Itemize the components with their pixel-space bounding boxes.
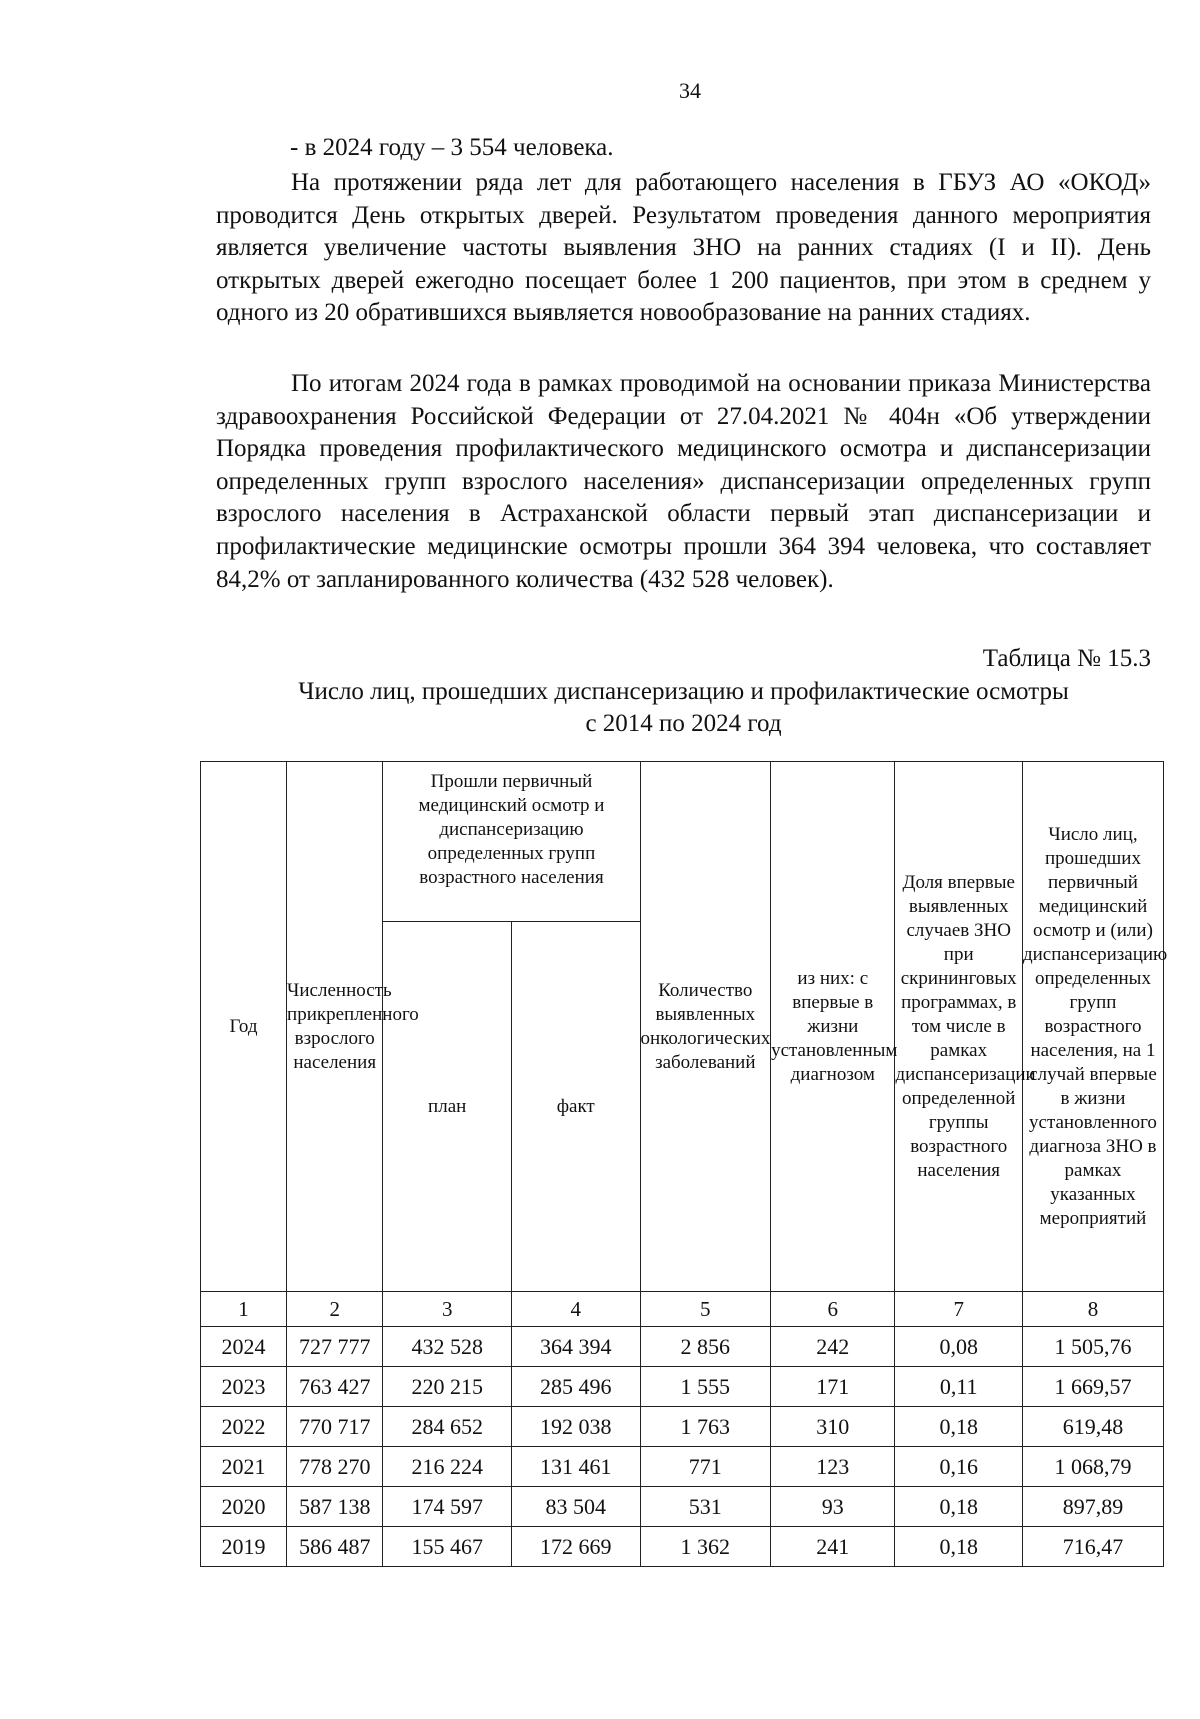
screening-table: [200, 761, 1168, 1567]
table-row: [201, 1487, 1164, 1527]
cell-per-case: 1 505,76: [1022, 1327, 1163, 1367]
cell-share: 0,18: [895, 1487, 1022, 1527]
cell-year: 2020: [201, 1487, 287, 1527]
cell-share: 0,11: [895, 1367, 1022, 1407]
page-number: 34: [679, 78, 701, 103]
cell-plan: 216 224: [383, 1447, 512, 1487]
list-item: - в 2024 году – 3 554 человека.: [290, 134, 614, 161]
header-group: Прошли первичный медицинский осмотр и диспансеризацию определенных групп возрастного населения: [383, 762, 640, 922]
cell-population: 586 487: [287, 1527, 383, 1567]
cell-population: 587 138: [287, 1487, 383, 1527]
cell-fact: 364 394: [511, 1327, 640, 1367]
cell-year: 2023: [201, 1367, 287, 1407]
paragraph-open-day: [216, 167, 1151, 330]
column-number: 4: [511, 1292, 640, 1327]
column-number: 1: [201, 1292, 287, 1327]
cell-fact: 83 504: [511, 1487, 640, 1527]
column-number: 6: [771, 1292, 895, 1327]
cell-first-time: 310: [771, 1407, 895, 1447]
cell-plan: 432 528: [383, 1327, 512, 1367]
table-caption: [216, 676, 1151, 740]
cell-year: 2019: [201, 1527, 287, 1567]
cell-detected: 1 555: [640, 1367, 771, 1407]
cell-first-time: 241: [771, 1527, 895, 1567]
table-number: Таблица № 15.3: [982, 645, 1151, 672]
cell-share: 0,16: [895, 1447, 1022, 1487]
paragraph-text: На протяжении ряда лет для работающего населения в ГБУЗ АО «ОКОД» проводится День открытых дверей. Результатом проведения данного мероприятия является увеличение частоты выявления ЗНО на ранних стадиях (I и II). День открытых дверей ежегодно посещает более 1 200 пациентов, при этом в среднем у одного из 20 обратившихся выявляется новообразование на ранних стадиях.: [216, 169, 1151, 327]
header-year: Год: [201, 762, 287, 1292]
cell-fact: 285 496: [511, 1367, 640, 1407]
cell-first-time: 242: [771, 1327, 895, 1367]
cell-plan: 220 215: [383, 1367, 512, 1407]
table-caption-line: с 2014 по 2024 год: [585, 710, 782, 737]
column-number: 2: [287, 1292, 383, 1327]
cell-detected: 2 856: [640, 1327, 771, 1367]
cell-first-time: 171: [771, 1367, 895, 1407]
cell-share: 0,18: [895, 1527, 1022, 1567]
header-share: Доля впервые выявленных случаев ЗНО при скрининговых программах, в том числе в рамках диспансеризации определенной группы возрастного населения: [895, 762, 1022, 1292]
header-plan: план: [383, 922, 512, 1292]
cell-year: 2021: [201, 1447, 287, 1487]
cell-fact: 192 038: [511, 1407, 640, 1447]
paragraph-text: По итогам 2024 года в рамках проводимой на основании приказа Министерства здравоохранения Российской Федерации от 27.04.2021 № 404н «Об утверждении Порядка проведения профилактического медицинского осмотра и диспансеризации определенных групп взрослого населения» диспансеризации определенных групп взрослого населения в Астраханской области первый этап диспансеризации и профилактические медицинские осмотры прошли 364 394 человека, что составляет 84,2% от запланированного количества (432 528 человек).: [216, 370, 1151, 593]
paragraph-screening-results: [216, 368, 1151, 596]
header-first-time: из них: с впервые в жизни установленным диагнозом: [771, 762, 895, 1292]
column-number: 7: [895, 1292, 1022, 1327]
table-row: [201, 1407, 1164, 1447]
cell-detected: 1 763: [640, 1407, 771, 1447]
cell-plan: 155 467: [383, 1527, 512, 1567]
table-row: [201, 1327, 1164, 1367]
column-numbers-row: [201, 1292, 1164, 1327]
header-per-case: Число лиц, прошедших первичный медицинский осмотр и (или) диспансеризацию определенных групп возрастного населения, на 1 случай впервые в жизни установленного диагноза ЗНО в рамках указанных мероприятий: [1022, 762, 1163, 1292]
cell-plan: 284 652: [383, 1407, 512, 1447]
table-row: [201, 1367, 1164, 1407]
cell-fact: 172 669: [511, 1527, 640, 1567]
column-number: 8: [1022, 1292, 1163, 1327]
cell-year: 2024: [201, 1327, 287, 1367]
cell-fact: 131 461: [511, 1447, 640, 1487]
cell-per-case: 1 669,57: [1022, 1367, 1163, 1407]
cell-per-case: 1 068,79: [1022, 1447, 1163, 1487]
cell-detected: 771: [640, 1447, 771, 1487]
table-caption-line: Число лиц, прошедших диспансеризацию и профилактические осмотры: [298, 678, 1069, 705]
cell-per-case: 619,48: [1022, 1407, 1163, 1447]
cell-per-case: 716,47: [1022, 1527, 1163, 1567]
table-row: [201, 1447, 1164, 1487]
column-number: 5: [640, 1292, 771, 1327]
cell-population: 778 270: [287, 1447, 383, 1487]
cell-per-case: 897,89: [1022, 1487, 1163, 1527]
cell-population: 727 777: [287, 1327, 383, 1367]
cell-first-time: 93: [771, 1487, 895, 1527]
cell-detected: 1 362: [640, 1527, 771, 1567]
header-detected: Количество выявленных онкологических заболеваний: [640, 762, 771, 1292]
header-population: Численность прикрепленного взрослого населения: [287, 762, 383, 1292]
cell-detected: 531: [640, 1487, 771, 1527]
cell-share: 0,18: [895, 1407, 1022, 1447]
cell-population: 770 717: [287, 1407, 383, 1447]
cell-first-time: 123: [771, 1447, 895, 1487]
column-number: 3: [383, 1292, 512, 1327]
cell-plan: 174 597: [383, 1487, 512, 1527]
cell-share: 0,08: [895, 1327, 1022, 1367]
table-row: [201, 1527, 1164, 1567]
cell-year: 2022: [201, 1407, 287, 1447]
cell-population: 763 427: [287, 1367, 383, 1407]
header-fact: факт: [511, 922, 640, 1292]
